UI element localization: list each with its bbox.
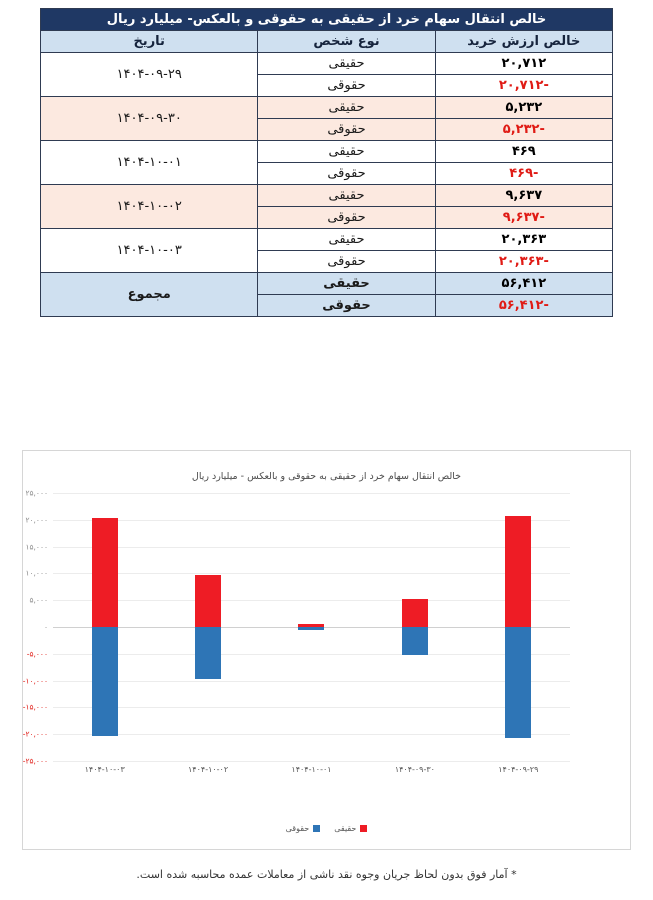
cell-person-type-total: حقیقی — [258, 273, 435, 295]
legend-swatch-icon — [313, 825, 320, 832]
cell-net-buy-value: -۲۰,۳۶۳ — [435, 251, 612, 273]
chart-bar-haghighi — [505, 516, 531, 627]
column-header-date: تاریخ — [41, 31, 258, 53]
legend-label: حقوقی — [285, 824, 310, 833]
chart-bar-group — [467, 493, 570, 761]
cell-net-buy-value-total: ۵۶,۴۱۲ — [435, 273, 612, 295]
chart-bar-hoghooghi — [92, 627, 118, 736]
legend-item-hoghooghi — [286, 824, 321, 833]
chart-y-tick-label: ۲۵,۰۰۰ — [25, 488, 48, 498]
chart-x-tick-label: ۱۴۰۴-۰۹-۲۹ — [498, 765, 539, 774]
cell-date: ۱۴۰۴-۱۰-۰۱ — [41, 141, 258, 185]
chart-bar-haghighi — [402, 599, 428, 627]
chart-x-tick-label: ۱۴۰۴-۱۰-۰۱ — [291, 765, 332, 774]
cell-person-type: حقیقی — [258, 185, 435, 207]
cell-net-buy-value: ۹,۶۳۷ — [435, 185, 612, 207]
table-row — [41, 229, 613, 251]
chart-title: خالص انتقال سهام خرد از حقیقی به حقوقی و بالعکس - میلیارد ریال — [191, 471, 462, 482]
table-row — [41, 53, 613, 75]
table-total-row — [41, 273, 613, 295]
chart-y-tick-label: ۵,۰۰۰ — [29, 595, 48, 605]
chart-y-tick-label: -۱۰,۰۰۰ — [22, 676, 48, 686]
cell-person-type: حقوقی — [258, 207, 435, 229]
chart-y-tick-label: ۱۰,۰۰۰ — [25, 568, 48, 578]
cell-date: ۱۴۰۴-۰۹-۳۰ — [41, 97, 258, 141]
cell-net-buy-value: ۲۰,۳۶۳ — [435, 229, 612, 251]
chart-gridline — [53, 761, 570, 762]
chart-card — [22, 450, 631, 850]
table-row — [41, 141, 613, 163]
column-header-net-buy-value: خالص ارزش خرید — [435, 31, 612, 53]
cell-person-type: حقوقی — [258, 119, 435, 141]
table-body — [41, 53, 613, 317]
chart-bar-hoghooghi — [402, 627, 428, 655]
net-transfer-table — [40, 8, 613, 317]
chart-y-tick-label: -۵,۰۰۰ — [26, 649, 48, 659]
cell-person-type: حقیقی — [258, 97, 435, 119]
cell-person-type-total: حقوقی — [258, 295, 435, 317]
cell-net-buy-value: ۵,۲۳۲ — [435, 97, 612, 119]
table-title: خالص انتقال سهام خرد از حقیقی به حقوقی و بالعکس- میلیارد ریال — [41, 9, 613, 31]
chart-bar-haghighi — [92, 518, 118, 627]
chart-legend — [23, 824, 630, 833]
legend-label: حقیقی — [334, 824, 357, 833]
chart-y-tick-label: ۰ — [43, 622, 48, 632]
table-row — [41, 97, 613, 119]
table-title-row — [41, 9, 613, 31]
chart-y-tick-label: -۲۵,۰۰۰ — [22, 756, 48, 766]
legend-swatch-icon — [360, 825, 367, 832]
chart-x-tick-label: ۱۴۰۴-۰۹-۳۰ — [394, 765, 435, 774]
cell-total-label: مجموع — [41, 273, 258, 317]
cell-date: ۱۴۰۴-۱۰-۰۳ — [41, 229, 258, 273]
cell-net-buy-value-total: -۵۶,۴۱۲ — [435, 295, 612, 317]
net-transfer-table-container — [40, 8, 613, 317]
chart-bar-hoghooghi — [195, 627, 221, 679]
cell-person-type: حقیقی — [258, 53, 435, 75]
chart-x-tick-label: ۱۴۰۴-۱۰-۰۲ — [188, 765, 229, 774]
cell-net-buy-value: ۲۰,۷۱۲ — [435, 53, 612, 75]
table-row — [41, 185, 613, 207]
chart-bar-group — [260, 493, 363, 761]
chart-y-tick-label: ۱۵,۰۰۰ — [25, 542, 48, 552]
legend-item-haghighi — [334, 824, 367, 833]
cell-person-type: حقوقی — [258, 75, 435, 97]
chart-y-tick-label: ۲۰,۰۰۰ — [25, 515, 48, 525]
chart-bar-hoghooghi — [298, 627, 324, 630]
cell-net-buy-value: -۲۰,۷۱۲ — [435, 75, 612, 97]
chart-x-axis-labels — [53, 765, 570, 774]
chart-x-tick-label: ۱۴۰۴-۱۰-۰۳ — [84, 765, 125, 774]
cell-person-type: حقوقی — [258, 163, 435, 185]
cell-date: ۱۴۰۴-۰۹-۲۹ — [41, 53, 258, 97]
chart-bar-group — [156, 493, 259, 761]
chart-y-tick-label: -۲۰,۰۰۰ — [22, 729, 48, 739]
cell-net-buy-value: -۹,۶۳۷ — [435, 207, 612, 229]
chart-bar-group — [363, 493, 466, 761]
cell-net-buy-value: -۴۶۹ — [435, 163, 612, 185]
cell-person-type: حقوقی — [258, 251, 435, 273]
chart-bar-haghighi — [195, 575, 221, 627]
chart-plot-area — [22, 488, 570, 766]
table-header-row — [41, 31, 613, 53]
cell-date: ۱۴۰۴-۱۰-۰۲ — [41, 185, 258, 229]
column-header-person-type: نوع شخص — [258, 31, 435, 53]
chart-y-tick-label: -۱۵,۰۰۰ — [22, 702, 48, 712]
footnote: * آمار فوق بدون لحاظ جریان وجوه نقد ناشی از معاملات عمده محاسبه شده است. — [136, 868, 517, 881]
cell-net-buy-value: -۵,۲۳۲ — [435, 119, 612, 141]
chart-bar-group — [53, 493, 156, 761]
chart-bar-hoghooghi — [505, 627, 531, 738]
cell-person-type: حقیقی — [258, 141, 435, 163]
cell-person-type: حقیقی — [258, 229, 435, 251]
chart-bars — [53, 493, 570, 761]
cell-net-buy-value: ۴۶۹ — [435, 141, 612, 163]
